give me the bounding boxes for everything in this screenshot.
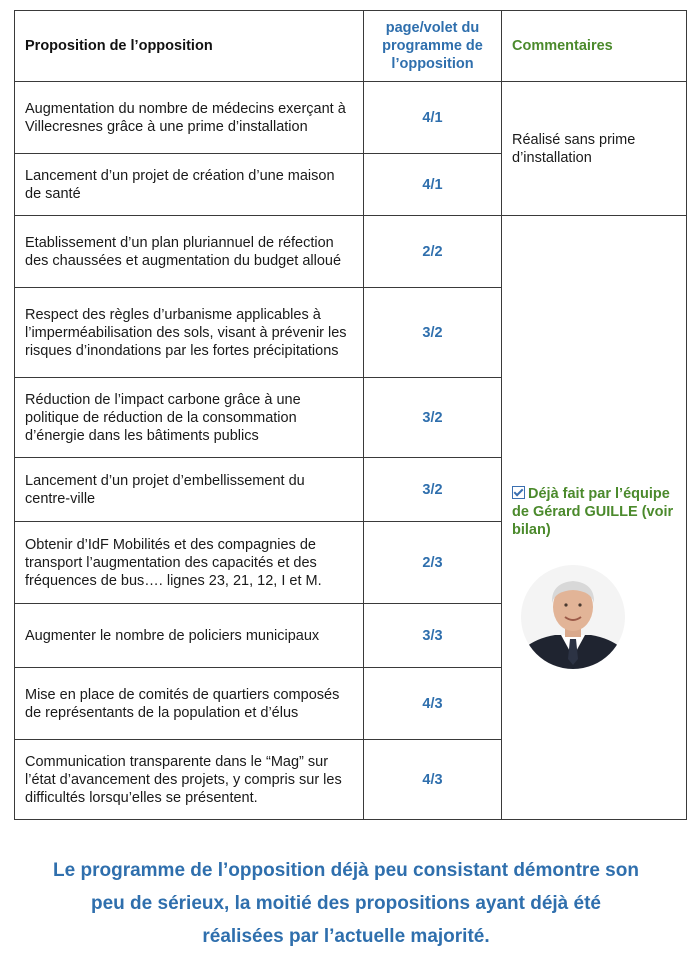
page-cell: 4/3 bbox=[364, 668, 502, 740]
proposition-cell: Augmentation du nombre de médecins exerçant à Villecresnes grâce à une prime d’installation bbox=[15, 82, 364, 154]
page-cell: 3/2 bbox=[364, 288, 502, 378]
header-page: page/volet du programme de l’opposition bbox=[364, 11, 502, 82]
conclusion-line: peu de sérieux, la moitié des propositions ayant déjà été bbox=[91, 893, 601, 914]
checkbox-checked-icon bbox=[512, 486, 525, 499]
page-cell: 3/2 bbox=[364, 458, 502, 522]
comment-done-cell bbox=[502, 216, 687, 820]
table-header-row bbox=[15, 11, 687, 82]
page-cell: 4/1 bbox=[364, 154, 502, 216]
conclusion-line: Le programme de l’opposition déjà peu consistant démontre son bbox=[53, 860, 639, 881]
comment-done-text: Déjà fait par l’équipe de Gérard GUILLE (voir bilan) bbox=[512, 485, 674, 538]
page-cell: 4/1 bbox=[364, 82, 502, 154]
header-proposition: Proposition de l’opposition bbox=[15, 11, 364, 82]
page-cell: 2/3 bbox=[364, 522, 502, 604]
page-cell: 3/3 bbox=[364, 604, 502, 668]
table-row bbox=[15, 82, 687, 154]
conclusion-line: réalisées par l’actuelle majorité. bbox=[202, 926, 490, 947]
proposals-table bbox=[14, 10, 687, 820]
proposition-cell: Respect des règles d’urbanisme applicables à l’imperméabilisation des sols, visant à prévenir les risques d’inondations par les fortes précipitations bbox=[15, 288, 364, 378]
proposition-cell: Lancement d’un projet de création d’une maison de santé bbox=[15, 154, 364, 216]
proposition-cell: Lancement d’un projet d’embellissement du centre-ville bbox=[15, 458, 364, 522]
proposition-cell: Mise en place de comités de quartiers composés de représentants de la population et d’élus bbox=[15, 668, 364, 740]
conclusion-text bbox=[0, 854, 692, 953]
table-row bbox=[15, 216, 687, 288]
proposition-cell: Communication transparente dans le “Mag” sur l’état d’avancement des projets, y compris sur les difficultés lorsqu’elles se présentent. bbox=[15, 740, 364, 820]
proposition-cell: Etablissement d’un plan pluriannuel de réfection des chaussées et augmentation du budget alloué bbox=[15, 216, 364, 288]
proposition-cell: Obtenir d’IdF Mobilités et des compagnies de transport l’augmentation des capacités et des fréquences de bus…. lignes 23, 21, 12, I et M. bbox=[15, 522, 364, 604]
comment-realise: Réalisé sans prime d’installation bbox=[502, 82, 687, 216]
page-cell: 3/2 bbox=[364, 378, 502, 458]
portrait-photo bbox=[521, 565, 625, 669]
proposition-cell: Réduction de l’impact carbone grâce à une politique de réduction de la consommation d’énergie dans les bâtiments publics bbox=[15, 378, 364, 458]
proposition-cell: Augmenter le nombre de policiers municipaux bbox=[15, 604, 364, 668]
page-cell: 4/3 bbox=[364, 740, 502, 820]
header-comments: Commentaires bbox=[502, 11, 687, 82]
comment-done bbox=[512, 485, 676, 539]
page-cell: 2/2 bbox=[364, 216, 502, 288]
